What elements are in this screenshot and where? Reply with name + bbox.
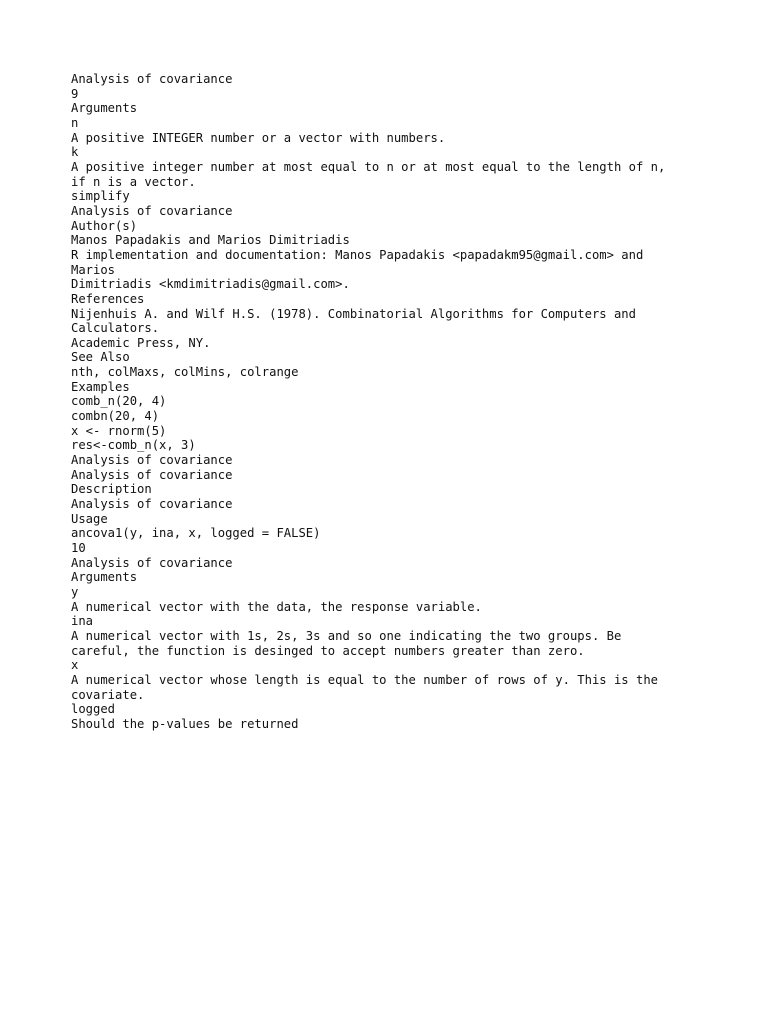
author-names: Manos Papadakis and Marios Dimitriadis: [71, 233, 350, 248]
argument-description-logged: Should the p-values be returned: [71, 716, 299, 731]
section-heading-examples: Examples: [71, 379, 130, 394]
argument-name-logged: logged: [71, 702, 116, 717]
author-implementation-note: R implementation and documentation: Manos Papadakis <papadakm95@gmail.com> and: [71, 247, 644, 262]
see-also-links: nth, colMaxs, colMins, colrange: [71, 365, 299, 380]
topic-title: Analysis of covariance: [71, 467, 233, 482]
example-code-line: comb_n(20, 4): [71, 394, 167, 409]
argument-description-simplify: Analysis of covariance: [71, 203, 233, 218]
section-heading-authors: Author(s): [71, 218, 138, 233]
running-header: Analysis of covariance: [71, 453, 233, 468]
argument-name-n: n: [71, 115, 79, 130]
argument-description-x: A numerical vector whose length is equal to the number of rows of y. This is the: [71, 672, 658, 687]
page-number: 10: [71, 541, 86, 555]
author-implementation-note-continued: Marios: [71, 262, 116, 277]
argument-name-x: x: [71, 658, 79, 673]
running-header: Analysis of covariance: [71, 555, 233, 570]
section-heading-usage: Usage: [71, 511, 108, 526]
reference-citation-continued: Calculators.: [71, 321, 160, 336]
argument-description-ina-continued: careful, the function is desinged to accept numbers greater than zero.: [71, 643, 585, 658]
argument-description-ina: A numerical vector with 1s, 2s, 3s and so one indicating the two groups. Be: [71, 628, 622, 643]
argument-description-k-continued: if n is a vector.: [71, 174, 196, 189]
page-number: 9: [71, 86, 79, 101]
argument-name-simplify: simplify: [71, 189, 130, 204]
section-heading-references: References: [71, 291, 145, 306]
section-heading-see-also: See Also: [71, 350, 130, 365]
argument-description-k: A positive integer number at most equal to n or at most equal to the length of n,: [71, 159, 666, 174]
example-code-line: res<-comb_n(x, 3): [71, 438, 196, 453]
argument-description-x-continued: covariate.: [71, 687, 145, 702]
running-header: Analysis of covariance: [71, 72, 233, 86]
argument-name-k: k: [71, 145, 79, 160]
argument-description-y: A numerical vector with the data, the response variable.: [71, 599, 482, 614]
argument-description-n: A positive INTEGER number or a vector with numbers.: [71, 130, 446, 145]
argument-name-y: y: [71, 584, 79, 599]
reference-citation: Nijenhuis A. and Wilf H.S. (1978). Combinatorial Algorithms for Computers and: [71, 306, 636, 321]
reference-publisher: Academic Press, NY.: [71, 335, 211, 350]
example-code-line: combn(20, 4): [71, 409, 160, 424]
description-text: Analysis of covariance: [71, 497, 233, 512]
section-heading-arguments: Arguments: [71, 570, 138, 585]
argument-name-ina: ina: [71, 614, 94, 629]
document-page: [71, 72, 751, 732]
author-implementation-note-email: Dimitriadis <kmdimitriadis@gmail.com>.: [71, 277, 350, 292]
section-heading-arguments: Arguments: [71, 101, 138, 116]
section-heading-description: Description: [71, 482, 152, 497]
example-code-line: x <- rnorm(5): [71, 423, 167, 438]
usage-code: ancova1(y, ina, x, logged = FALSE): [71, 526, 321, 541]
